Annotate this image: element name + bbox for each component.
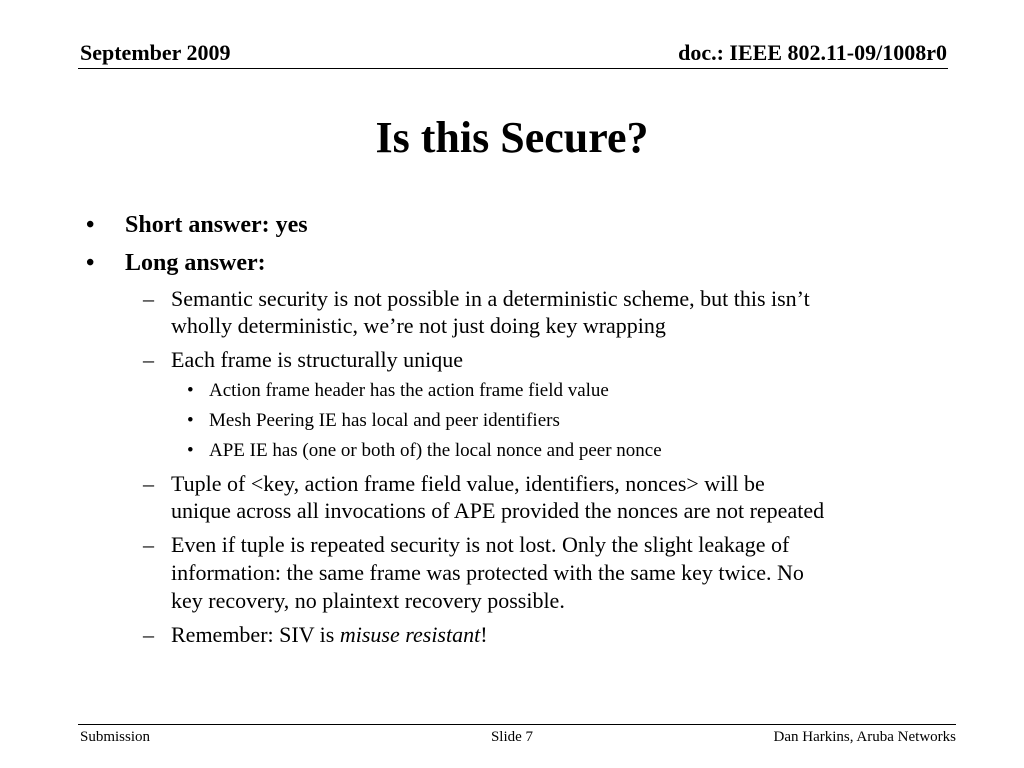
bullet-marker: •: [187, 440, 194, 461]
dash-marker: –: [143, 471, 154, 496]
slide-title: Is this Secure?: [375, 113, 649, 162]
siv-suffix: !: [480, 622, 488, 647]
footer-divider: [78, 724, 956, 725]
subpoint-repeated-tuple-line1: Even if tuple is repeated security is not lost. Only the slight leakage of: [171, 532, 790, 557]
footer-author: Dan Harkins, Aruba Networks: [773, 729, 956, 745]
siv-emphasis: misuse resistant: [339, 622, 481, 647]
footer-submission: Submission: [80, 729, 151, 745]
bullet-marker: •: [187, 410, 194, 431]
bullet-marker: •: [86, 212, 95, 238]
item-ape-ie: APE IE has (one or both of) the local nonce and peer nonce: [209, 440, 662, 461]
dash-marker: –: [143, 286, 154, 311]
bullet-marker: •: [187, 380, 194, 401]
header-date: September 2009: [80, 40, 231, 65]
subpoint-tuple-line2: unique across all invocations of APE provided the nonces are not repeated: [171, 498, 825, 523]
footer-slide-number: Slide 7: [490, 729, 534, 745]
subpoint-structurally-unique: Each frame is structurally unique: [171, 347, 464, 372]
bullet-short-answer: Short answer: yes: [125, 212, 308, 238]
item-mesh-peering-ie: Mesh Peering IE has local and peer identifiers: [209, 410, 560, 431]
dash-marker: –: [143, 347, 154, 372]
subpoint-tuple-line1: Tuple of <key, action frame field value, identifiers, nonces> will be: [171, 471, 765, 496]
subpoint-repeated-tuple-line2: information: the same frame was protected with the same key twice. No: [171, 560, 804, 585]
item-action-frame-header: Action frame header has the action frame field value: [209, 380, 609, 401]
siv-prefix: Remember: SIV is: [171, 622, 340, 647]
subpoint-repeated-tuple-line3: key recovery, no plaintext recovery possible.: [171, 588, 565, 613]
header-doc-id: doc.: IEEE 802.11-09/1008r0: [678, 40, 947, 65]
subpoint-semantic-security-line1: Semantic security is not possible in a deterministic scheme, but this isn’t: [171, 286, 810, 311]
dash-marker: –: [143, 622, 154, 647]
bullet-long-answer: Long answer:: [125, 250, 266, 276]
dash-marker: –: [143, 532, 154, 557]
bullet-marker: •: [86, 250, 95, 276]
subpoint-siv-misuse-resistant: [171, 621, 488, 649]
subpoint-semantic-security-line2: wholly deterministic, we’re not just doing key wrapping: [171, 313, 666, 338]
